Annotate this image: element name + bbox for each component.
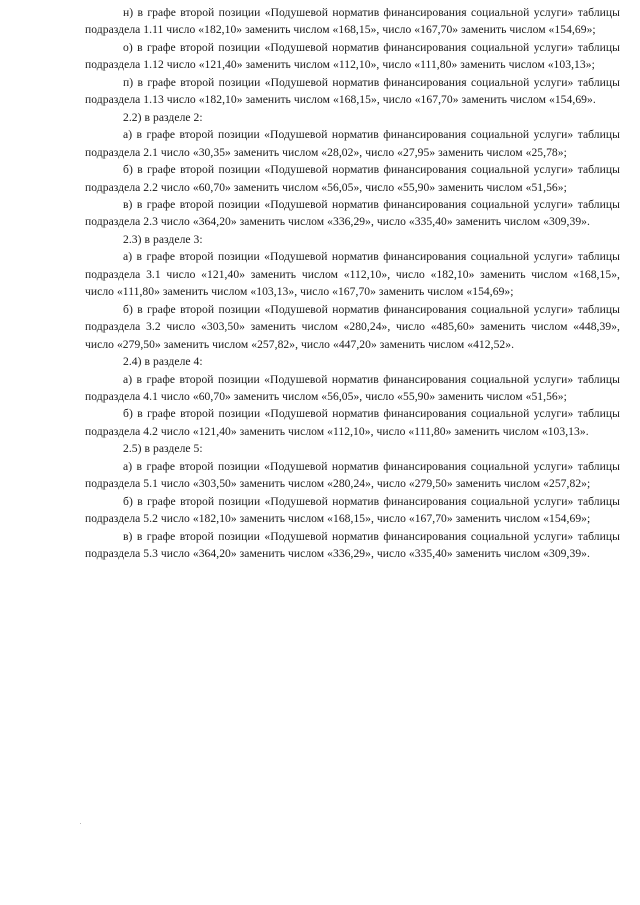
- document-body: [85, 4, 620, 563]
- paragraph-1-12: о) в графе второй позиции «Подушевой норматив финансирования социальной услуги» таблицы подраздела 1.12 число «121,40» заменить числом «112,10», число «111,80» заменить числом «103,13»;: [85, 40, 620, 72]
- paragraph-5-1: а) в графе второй позиции «Подушевой норматив финансирования социальной услуги» таблицы подраздела 5.1 число «303,50» заменить числом «280,24», число «279,50» заменить числом «257,82»;: [85, 459, 620, 491]
- paragraph-2-3: в) в графе второй позиции «Подушевой норматив финансирования социальной услуги» таблицы подраздела 2.3 число «364,20» заменить числом «336,29», число «335,40» заменить числом «309,39».: [85, 197, 620, 229]
- section-heading-5: 2.5) в разделе 5:: [123, 442, 203, 456]
- paragraph-4-1: а) в графе второй позиции «Подушевой норматив финансирования социальной услуги» таблицы подраздела 4.1 число «60,70» заменить числом «56,05», число «55,90» заменить числом «51,56»;: [85, 372, 620, 403]
- section-heading-4: 2.4) в разделе 4:: [123, 355, 203, 369]
- paragraph-1-11: н) в графе второй позиции «Подушевой норматив финансирования социальной услуги» таблицы подраздела 1.11 число «182,10» заменить числом «168,15», число «167,70» заменить числом «154,69»;: [85, 6, 620, 37]
- paragraph-2-2: б) в графе второй позиции «Подушевой норматив финансирования социальной услуги» таблицы подраздела 2.2 число «60,70» заменить числом «56,05», число «55,90» заменить числом «51,56»;: [85, 163, 620, 194]
- paragraph-3-1: а) в графе второй позиции «Подушевой норматив финансирования социальной услуги» таблицы подраздела 3.1 число «121,40» заменить числом «112,10», число «182,10» заменить числом «168,15», число «111,80» заменить числом «103,13», число «167,70» заменить числом «154,69»;: [85, 250, 620, 299]
- section-heading-2: 2.2) в разделе 2:: [123, 110, 203, 124]
- section-heading-3: 2.3) в разделе 3:: [123, 232, 203, 246]
- paragraph-1-13: п) в графе второй позиции «Подушевой норматив финансирования социальной услуги» таблицы подраздела 1.13 число «182,10» заменить числом «168,15», число «167,70» заменить числом «154,69».: [85, 75, 620, 107]
- paragraph-5-3: в) в графе второй позиции «Подушевой норматив финансирования социальной услуги» таблицы подраздела 5.3 число «364,20» заменить числом «336,29», число «335,40» заменить числом «309,39».: [85, 529, 620, 561]
- paragraph-5-2: б) в графе второй позиции «Подушевой норматив финансирования социальной услуги» таблицы подраздела 5.2 число «182,10» заменить числом «168,15», число «167,70» заменить числом «154,69»;: [85, 494, 620, 526]
- scan-speck: [80, 823, 81, 824]
- paragraph-4-2: б) в графе второй позиции «Подушевой норматив финансирования социальной услуги» таблицы подраздела 4.2 число «121,40» заменить числом «112,10», число «111,80» заменить числом «103,13».: [85, 407, 620, 438]
- paragraph-2-1: а) в графе второй позиции «Подушевой норматив финансирования социальной услуги» таблицы подраздела 2.1 число «30,35» заменить числом «28,02», число «27,95» заменить числом «25,78»;: [85, 128, 620, 159]
- paragraph-3-2: б) в графе второй позиции «Подушевой норматив финансирования социальной услуги» таблицы подраздела 3.2 число «303,50» заменить числом «280,24», число «485,60» заменить числом «448,39», число «279,50» заменить числом «257,82», число «447,20» заменить числом «412,52».: [85, 302, 620, 351]
